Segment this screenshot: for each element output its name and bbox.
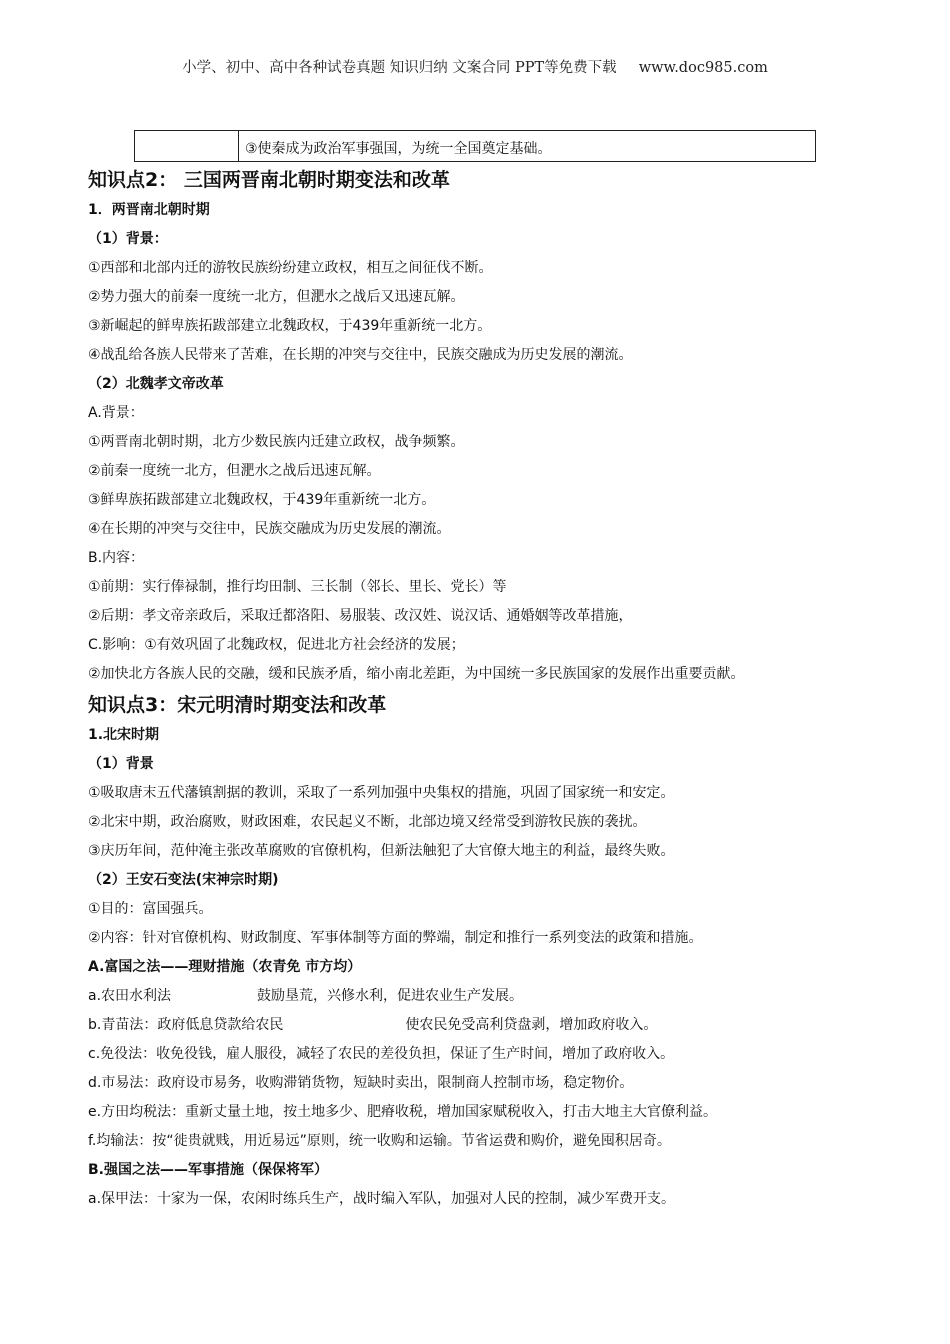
table-cell-left [135, 131, 239, 161]
subsection-heading: A.富国之法——理财措施（农青免 市方均） [88, 959, 362, 975]
subsection-heading: （2）北魏孝文帝改革 [88, 376, 224, 392]
paragraph-line: ①目的：富国强兵。 [88, 901, 213, 917]
measure-effect: 鼓励垦荒，兴修水利，促进农业生产发展。 [257, 988, 524, 1004]
paragraph-line: ②前秦一度统一北方，但淝水之战后迅速瓦解。 [88, 463, 381, 479]
page-header [0, 56, 950, 77]
measure-effect: 使农民免受高利贷盘剥，增加政府收入。 [405, 1017, 658, 1033]
measure-name: a.农田水利法 [88, 988, 172, 1004]
section-heading: 1．两晋南北朝时期 [88, 202, 210, 218]
subsection-heading: （1）背景 [88, 756, 154, 772]
paragraph-line: c.免役法：收免役钱，雇人服役，减轻了农民的差役负担，保证了生产时间，增加了政府收入。 [88, 1046, 675, 1062]
paragraph-line: ①前期：实行俸禄制，推行均田制、三长制（邻长、里长、党长）等 [88, 579, 507, 595]
knowledge-point-2-title: 知识点2： 三国两晋南北朝时期变法和改革 [88, 169, 450, 191]
continuation-table [134, 130, 816, 162]
paragraph-line: f.均输法：按“徙贵就贱，用近易远”原则，统一收购和运输。节省运费和购价，避免囤积居奇。 [88, 1133, 671, 1149]
knowledge-point-3-title: 知识点3：宋元明清时期变法和改革 [88, 694, 387, 716]
section-heading: 1.北宋时期 [88, 727, 160, 743]
paragraph-line: ②势力强大的前秦一度统一北方，但淝水之战后又迅速瓦解。 [88, 289, 465, 305]
paragraph-line: ①西部和北部内迁的游牧民族纷纷建立政权，相互之间征伐不断。 [88, 260, 493, 276]
header-url[interactable]: www.doc985.com [638, 60, 768, 76]
paragraph-line: ②后期：孝文帝亲政后，采取迁都洛阳、易服装、改汉姓、说汉话、通婚姻等改革措施， [88, 608, 633, 624]
paragraph-line: ①两晋南北朝时期，北方少数民族内迁建立政权，战争频繁。 [88, 434, 465, 450]
paragraph-line: a.保甲法：十家为一保，农闲时练兵生产，战时编入军队，加强对人民的控制，减少军费开支。 [88, 1191, 676, 1207]
subsection-heading: （2）王安石变法(宋神宗时期) [88, 872, 279, 888]
paragraph-line [88, 982, 938, 1011]
paragraph-line: ①吸取唐末五代藩镇割据的教训，采取了一系列加强中央集权的措施，巩固了国家统一和安定。 [88, 785, 675, 801]
paragraph-label: B.内容： [88, 550, 145, 566]
paragraph-line [88, 1011, 938, 1040]
document-body [88, 164, 938, 1214]
header-text: 小学、初中、高中各种试卷真题 知识归纳 文案合同 PPT等免费下载 [182, 60, 617, 76]
paragraph-line: ③新崛起的鲜卑族拓跋部建立北魏政权，于439年重新统一北方。 [88, 318, 492, 334]
paragraph-line: ④在长期的冲突与交往中，民族交融成为历史发展的潮流。 [88, 521, 451, 537]
paragraph-line: ②内容：针对官僚机构、财政制度、军事体制等方面的弊端，制定和推行一系列变法的政策和措施。 [88, 930, 703, 946]
paragraph-label: A.背景： [88, 405, 144, 421]
subsection-heading: （1）背景： [88, 231, 168, 247]
paragraph-line: ③鲜卑族拓跋部建立北魏政权，于439年重新统一北方。 [88, 492, 436, 508]
measure-name: b.青苗法：政府低息贷款给农民 [88, 1017, 284, 1033]
paragraph-line: ③庆历年间，范仲淹主张改革腐败的官僚机构，但新法触犯了大官僚大地主的利益，最终失败。 [88, 843, 675, 859]
paragraph-line: ②加快北方各族人民的交融，缓和民族矛盾，缩小南北差距，为中国统一多民族国家的发展作出重要贡献。 [88, 666, 745, 682]
subsection-heading: B.强国之法——军事措施（保保将军） [88, 1162, 328, 1178]
table-cell-right: ③使秦成为政治军事强国，为统一全国奠定基础。 [245, 141, 552, 157]
paragraph-line: d.市易法：政府设市易务，收购滞销货物，短缺时卖出，限制商人控制市场，稳定物价。 [88, 1075, 634, 1091]
paragraph-line: e.方田均税法：重新丈量土地，按土地多少、肥瘠收税，增加国家赋税收入，打击大地主大官僚利益。 [88, 1104, 718, 1120]
paragraph-line: ②北宋中期，政治腐败，财政困难，农民起义不断，北部边境又经常受到游牧民族的袭扰。 [88, 814, 647, 830]
paragraph-line: C.影响：①有效巩固了北魏政权，促进北方社会经济的发展； [88, 637, 465, 653]
paragraph-line: ④战乱给各族人民带来了苦难，在长期的冲突与交往中，民族交融成为历史发展的潮流。 [88, 347, 633, 363]
